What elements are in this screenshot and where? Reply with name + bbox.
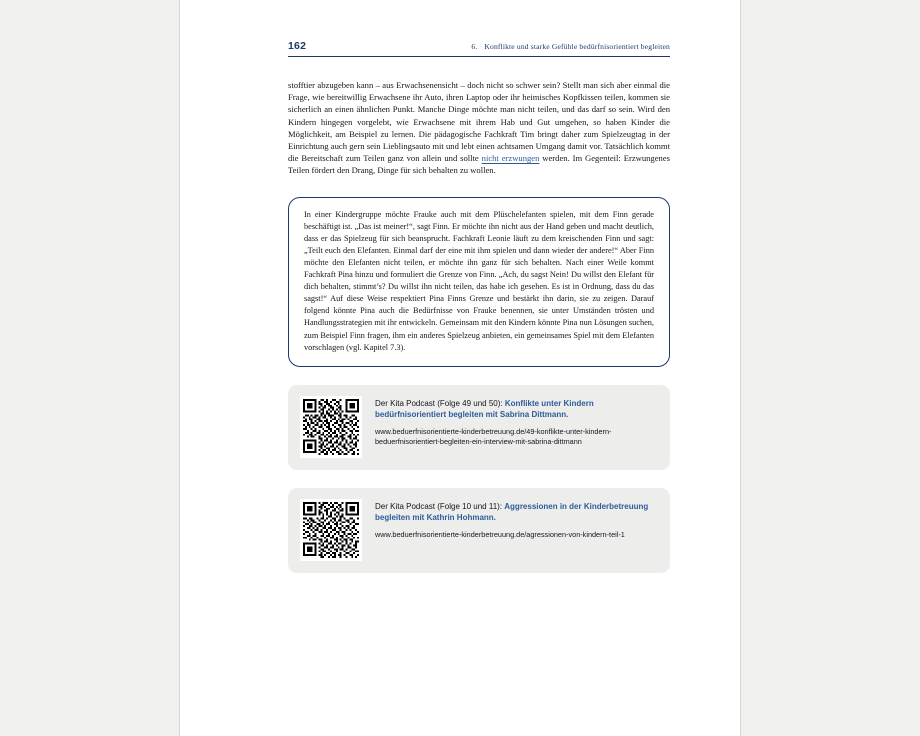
resource-card[interactable] [288,385,670,470]
resource-intro: Der Kita Podcast (Folge 10 und 11): [375,501,505,511]
inline-link[interactable]: nicht erzwungen [481,153,540,164]
resource-highlight: Aggressionen in der Kinderbetreuung begleiten mit Kathrin Hohmann. [375,501,649,522]
resource-url[interactable]: www.beduerfnisorientierte-kinderbetreuung.de/49-konflikte-unter-kindern-beduerfnisorientiert-begleiten-ein-interview-mit-sabrina-dittmann [375,427,612,447]
qr-code[interactable] [300,499,362,561]
resource-text [375,396,656,447]
running-head-title [471,42,670,51]
resource-card[interactable] [288,488,670,573]
page-content [288,40,670,573]
resource-highlight: Konflikte unter Kindern bedürfnisorientiert begleiten mit Sabrina Dittmann. [375,398,594,419]
example-callout-box [288,197,670,367]
qr-code[interactable] [300,396,362,458]
body-paragraph [288,79,670,177]
document-page [180,0,740,736]
page-number: 162 [288,40,307,52]
resource-text [375,499,656,540]
running-head [288,40,670,57]
resource-url[interactable]: www.beduerfnisorientierte-kinderbetreuung.de/agressionen-von-kindern-teil-1 [375,530,625,540]
example-callout-text: In einer Kindergruppe möchte Frauke auch mit dem Plüschelefanten spielen, mit dem Finn gerade beschäftigt ist. „Das ist meiner!“, sagt Finn. Er möchte ihn nicht aus der Hand geben und macht deutlich, dass er das Spielzeug für sich beansprucht. Fachkraft Leonie läuft zu dem kreischenden Finn und sagt: „Teilt euch den Elefanten. Einmal darf der eine mit ihm spielen und dann wieder der andere!“ Aber Finn möchte den Elefanten nicht teilen, er möchte ihn ganz für sich behalten. Nach einer Weile kommt Fachkraft Pina hinzu und formuliert die Grenze von Finn. „Ach, du sagst Nein! Du willst den Elefant für dich behalten, stimmt’s? Du willst ihn nicht teilen, das habe ich gesehen. Es ist in Ordnung, dass du das sagst!“ Auf diese Weise respektiert Pina Finns Grenze und bestärkt ihn darin, sie zu zeigen. Darauf folgend könnte Pina auch die Bedürfnisse von Frauke benennen, sie unter Umständen trösten und Handlungsstrategien mit ihr entwickeln. Gemeinsam mit den Kindern könnte Pina nun Lösungen suchen, zum Beispiel Finn fragen, ihm ein anderes Spielzeug anbieten, ein gemeinsames Spiel mit dem Elefanten vorschlagen (vgl. Kapitel 7.3). [304,209,654,352]
resource-intro: Der Kita Podcast (Folge 49 und 50): [375,398,505,408]
resource-title [375,398,656,420]
paragraph-text-before-link: stofftier abzugeben kann – aus Erwachsenensicht – doch nicht so schwer sein? Stellt man sich aber einmal die Frage, wie bereitwillig Erwachsene ihr Auto, ihren Laptop oder ihr heimisches Kopfkissen teilen, kommen sie sicherlich an einen ähnlichen Punkt. Manche Dinge möchte man nicht teilen, und das darf so sein. Wird den Kindern hingegen vorgelebt, wie Erwachsene mit ihrem Hab und Gut umgehen, so haben Kinder die Möglichkeit, am Beispiel zu lernen. Die pädagogische Fachkraft Tim bringt daher zum Spielzeugtag in der Einrichtung auch gern sein Lieblingsauto mit und lebt einen achtsamen Umgang damit vor. Tatsächlich kommt die Bereitschaft zum Teilen ganz von allein und sollte [288,80,670,164]
resource-title [375,501,656,523]
chapter-number: 6. [471,42,478,51]
chapter-title: Konflikte und starke Gefühle bedürfnisorientiert begleiten [484,42,670,51]
paragraph-text-after-link: werden. Im Gegenteil: Erzwungenes Teilen fördert den Drang, Dinge für sich behalten zu wollen. [288,153,670,176]
